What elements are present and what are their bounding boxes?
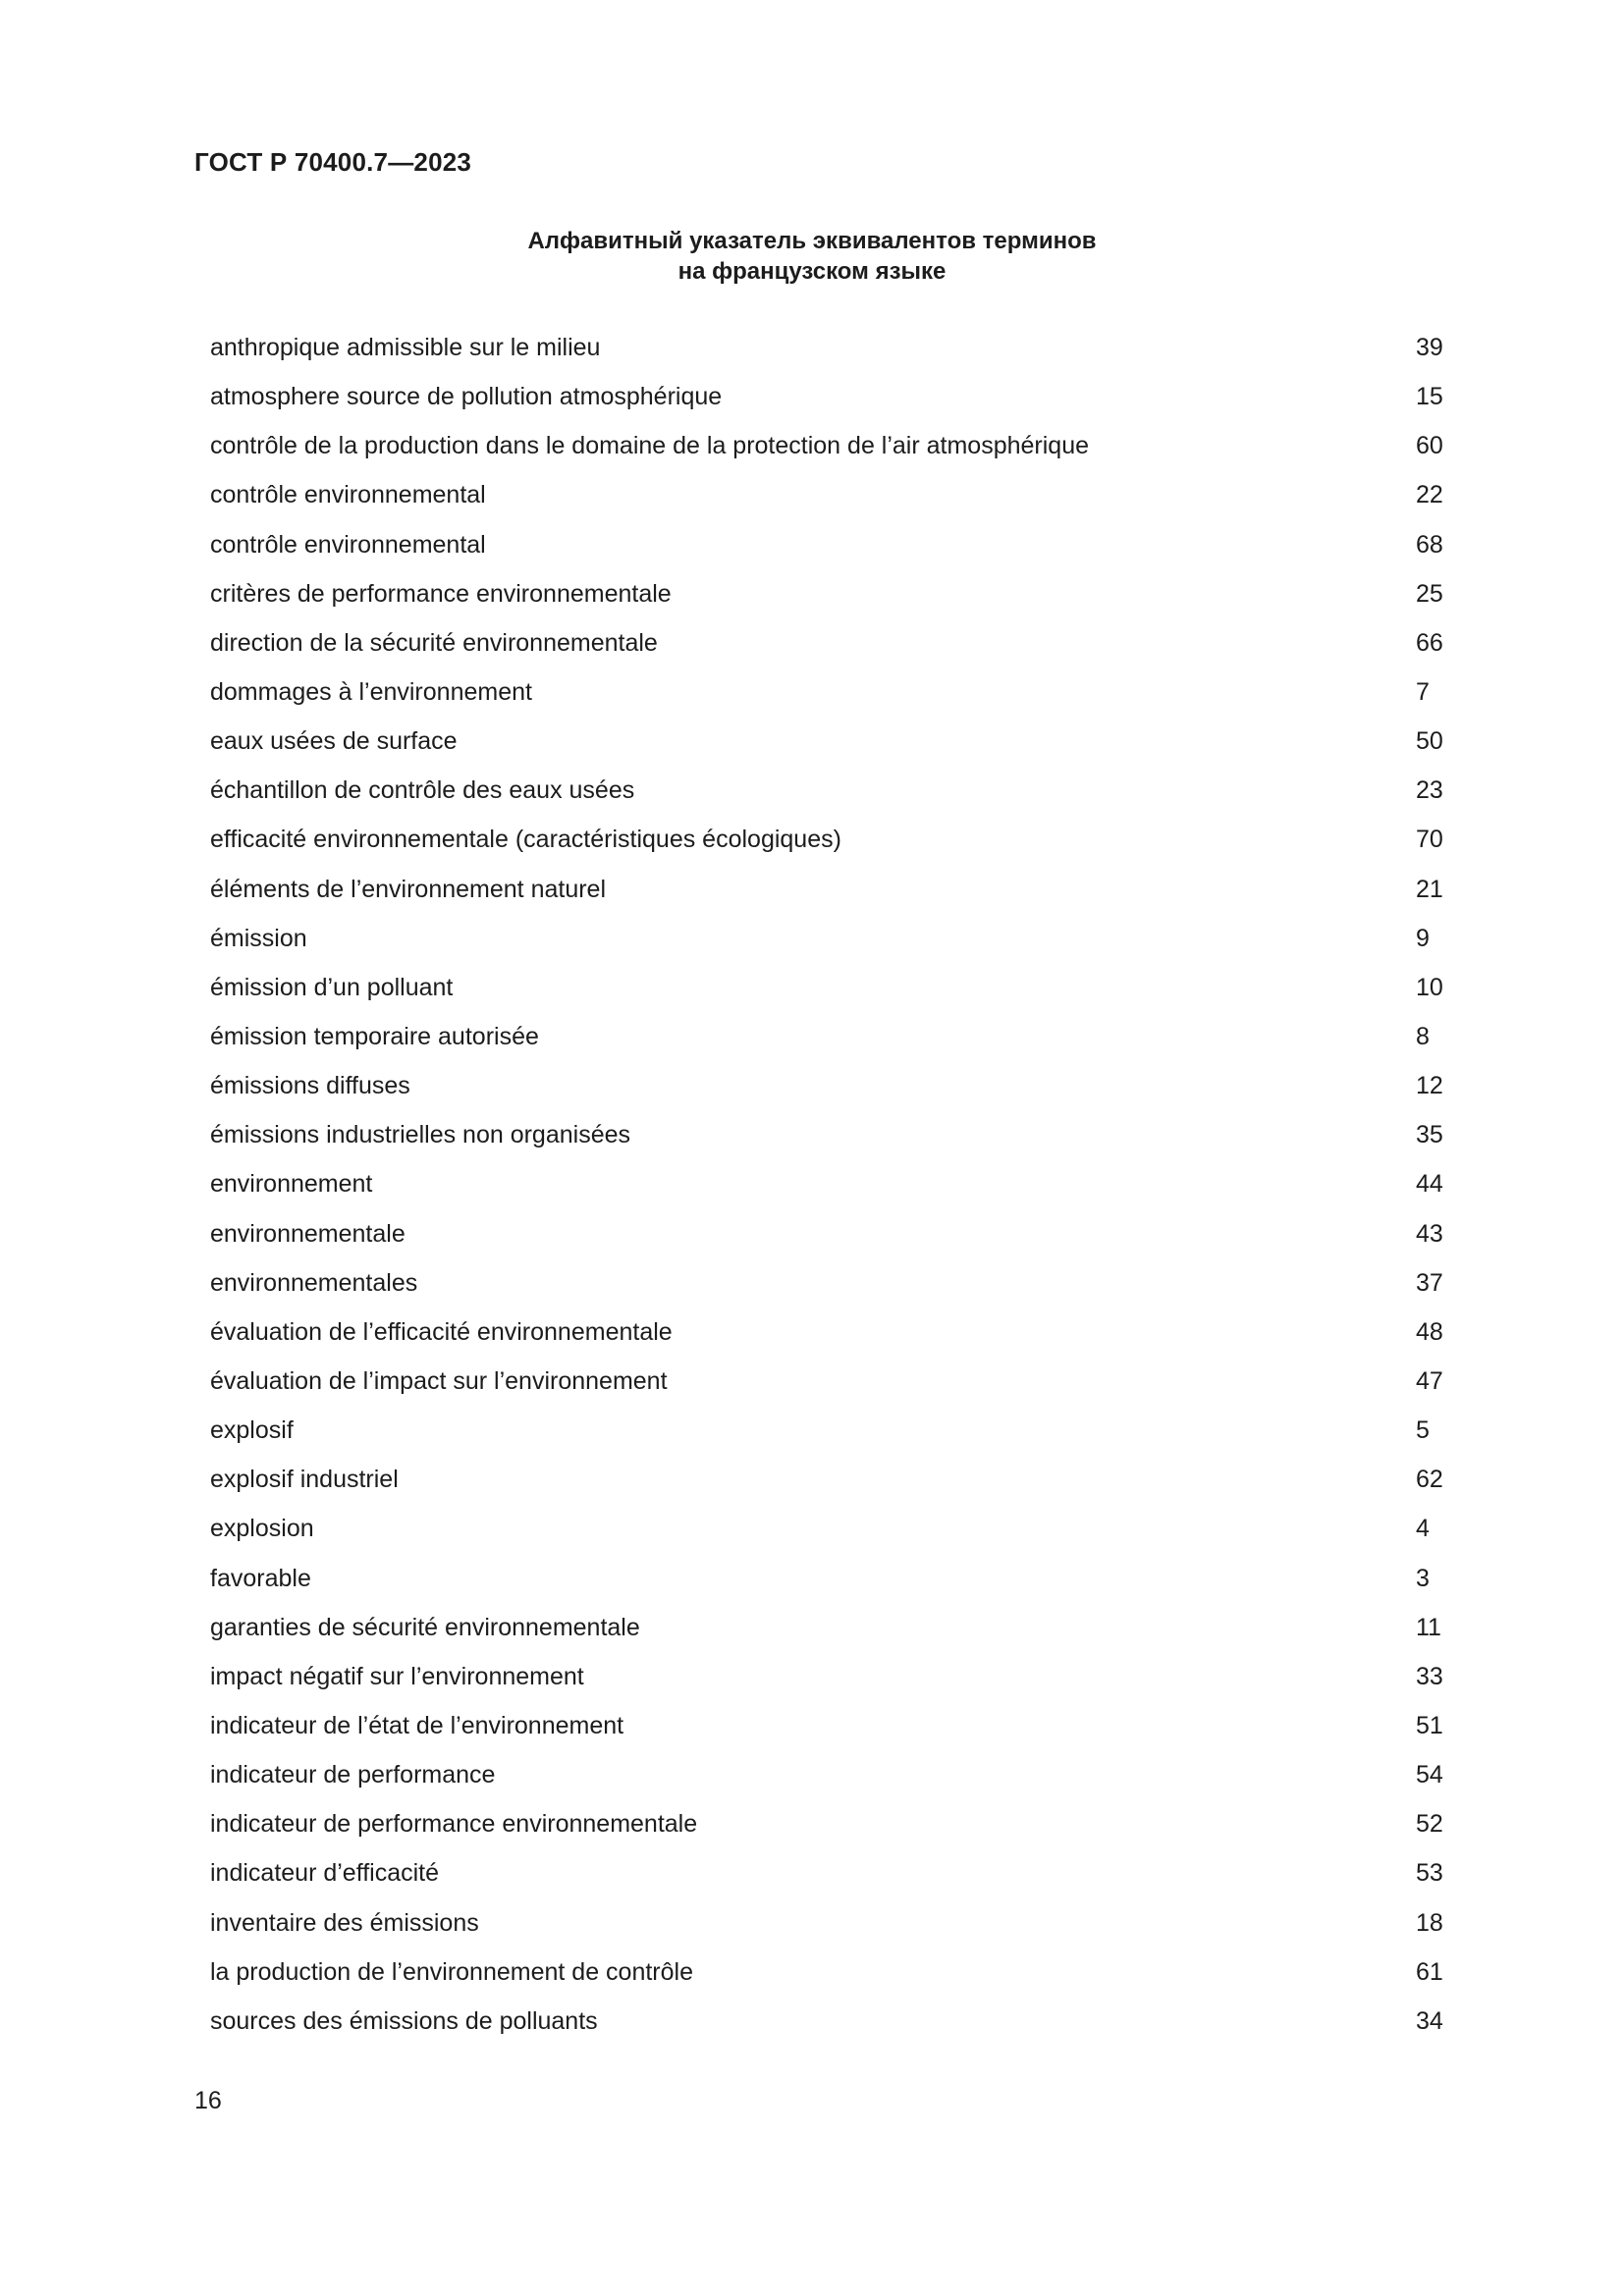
- index-entry: [210, 773, 1449, 822]
- entry-term: dommages à l’environnement: [210, 677, 532, 706]
- entry-number: 3: [1416, 1564, 1430, 1592]
- index-entry: [210, 2003, 1449, 2053]
- entry-term: favorable: [210, 1564, 311, 1592]
- index-title: [0, 226, 1624, 287]
- entry-term: évaluation de l’efficacité environnementale: [210, 1317, 673, 1346]
- entry-number: 25: [1416, 579, 1443, 608]
- entry-number: 61: [1416, 1957, 1443, 1986]
- entry-number: 9: [1416, 924, 1430, 952]
- entry-term: contrôle environnemental: [210, 481, 486, 509]
- term-index-list: [210, 330, 1449, 2053]
- entry-number: 70: [1416, 826, 1443, 854]
- page-number: 16: [194, 2087, 222, 2114]
- entry-term: indicateur de l’état de l’environnement: [210, 1711, 624, 1739]
- entry-term: émission: [210, 924, 307, 952]
- index-entry: [210, 1363, 1449, 1413]
- entry-number: 4: [1416, 1515, 1430, 1543]
- index-entry: [210, 970, 1449, 1019]
- entry-term: émissions industrielles non organisées: [210, 1121, 631, 1149]
- entry-number: 35: [1416, 1121, 1443, 1149]
- index-entry: [210, 1413, 1449, 1462]
- index-entry: [210, 477, 1449, 526]
- index-entry: [210, 1462, 1449, 1511]
- index-entry: [210, 1806, 1449, 1855]
- index-entry: [210, 527, 1449, 576]
- entry-term: explosion: [210, 1515, 314, 1543]
- entry-term: échantillon de contrôle des eaux usées: [210, 776, 635, 805]
- entry-term: explosif industriel: [210, 1466, 399, 1494]
- entry-number: 62: [1416, 1466, 1443, 1494]
- entry-number: 7: [1416, 677, 1430, 706]
- entry-term: direction de la sécurité environnementale: [210, 628, 658, 657]
- entry-term: éléments de l’environnement naturel: [210, 875, 607, 903]
- entry-number: 66: [1416, 628, 1443, 657]
- index-entry: [210, 1954, 1449, 2003]
- index-entry: [210, 1314, 1449, 1363]
- entry-term: indicateur de performance: [210, 1761, 496, 1789]
- entry-term: indicateur de performance environnementale: [210, 1810, 698, 1839]
- entry-term: environnement: [210, 1170, 373, 1199]
- index-entry: [210, 723, 1449, 773]
- entry-number: 15: [1416, 383, 1443, 411]
- entry-term: anthropique admissible sur le milieu: [210, 334, 601, 361]
- entry-number: 53: [1416, 1859, 1443, 1888]
- entry-number: 68: [1416, 530, 1443, 559]
- index-entry: [210, 1216, 1449, 1265]
- index-entry: [210, 1511, 1449, 1560]
- index-entry: [210, 428, 1449, 477]
- entry-number: 18: [1416, 1908, 1443, 1937]
- entry-term: inventaire des émissions: [210, 1908, 479, 1937]
- entry-term: critères de performance environnementale: [210, 579, 672, 608]
- entry-number: 12: [1416, 1072, 1443, 1100]
- entry-number: 44: [1416, 1170, 1443, 1199]
- index-entry: [210, 1265, 1449, 1314]
- entry-term: environnementales: [210, 1268, 418, 1297]
- index-entry: [210, 1561, 1449, 1610]
- index-entry: [210, 379, 1449, 428]
- index-entry: [210, 625, 1449, 674]
- entry-term: indicateur d’efficacité: [210, 1859, 440, 1888]
- entry-number: 51: [1416, 1711, 1443, 1739]
- entry-term: émission temporaire autorisée: [210, 1022, 539, 1050]
- index-entry: [210, 822, 1449, 871]
- entry-number: 52: [1416, 1810, 1443, 1839]
- entry-number: 60: [1416, 432, 1443, 460]
- entry-term: la production de l’environnement de contrôle: [210, 1957, 693, 1986]
- entry-term: émissions diffuses: [210, 1072, 410, 1100]
- entry-number: 8: [1416, 1022, 1430, 1050]
- index-entry: [210, 872, 1449, 921]
- entry-number: 37: [1416, 1268, 1443, 1297]
- entry-number: 33: [1416, 1662, 1443, 1690]
- entry-number: 34: [1416, 2006, 1443, 2035]
- entry-number: 47: [1416, 1366, 1443, 1395]
- index-title-line-2: на французском языке: [677, 258, 947, 285]
- entry-term: eaux usées de surface: [210, 727, 458, 756]
- index-entry: [210, 1166, 1449, 1215]
- entry-term: environnementale: [210, 1219, 406, 1248]
- index-entry: [210, 330, 1449, 379]
- index-entry: [210, 1757, 1449, 1806]
- entry-number: 43: [1416, 1219, 1443, 1248]
- entry-term: garanties de sécurité environnementale: [210, 1613, 640, 1641]
- entry-term: efficacité environnementale (caractéristiques écologiques): [210, 826, 841, 854]
- entry-number: 21: [1416, 875, 1443, 903]
- entry-number: 5: [1416, 1416, 1430, 1445]
- entry-term: contrôle environnemental: [210, 530, 486, 559]
- index-entry: [210, 921, 1449, 970]
- index-entry: [210, 1905, 1449, 1954]
- index-entry: [210, 1610, 1449, 1659]
- entry-number: 48: [1416, 1317, 1443, 1346]
- index-entry: [210, 1117, 1449, 1166]
- entry-term: évaluation de l’impact sur l’environnement: [210, 1366, 668, 1395]
- index-title-line-1: Алфавитный указатель эквивалентов терминов: [527, 228, 1097, 254]
- entry-number: 54: [1416, 1761, 1443, 1789]
- entry-number: 11: [1416, 1613, 1441, 1641]
- index-entry: [210, 576, 1449, 625]
- entry-term: contrôle de la production dans le domaine de la protection de l’air atmosphérique: [210, 432, 1090, 460]
- index-entry: [210, 674, 1449, 723]
- entry-term: sources des émissions de polluants: [210, 2006, 598, 2035]
- entry-term: explosif: [210, 1416, 294, 1445]
- index-entry: [210, 1855, 1449, 1904]
- entry-number: 10: [1416, 973, 1443, 1001]
- entry-number: 50: [1416, 727, 1443, 756]
- entry-term: atmosphere source de pollution atmosphérique: [210, 383, 723, 411]
- index-entry: [210, 1708, 1449, 1757]
- index-entry: [210, 1068, 1449, 1117]
- document-code: ГОСТ Р 70400.7—2023: [194, 147, 472, 177]
- entry-number: 22: [1416, 481, 1443, 509]
- entry-number: 23: [1416, 776, 1443, 805]
- index-entry: [210, 1019, 1449, 1068]
- entry-number: 39: [1416, 334, 1443, 361]
- entry-term: émission d’un polluant: [210, 973, 454, 1001]
- index-entry: [210, 1659, 1449, 1708]
- entry-term: impact négatif sur l’environnement: [210, 1662, 584, 1690]
